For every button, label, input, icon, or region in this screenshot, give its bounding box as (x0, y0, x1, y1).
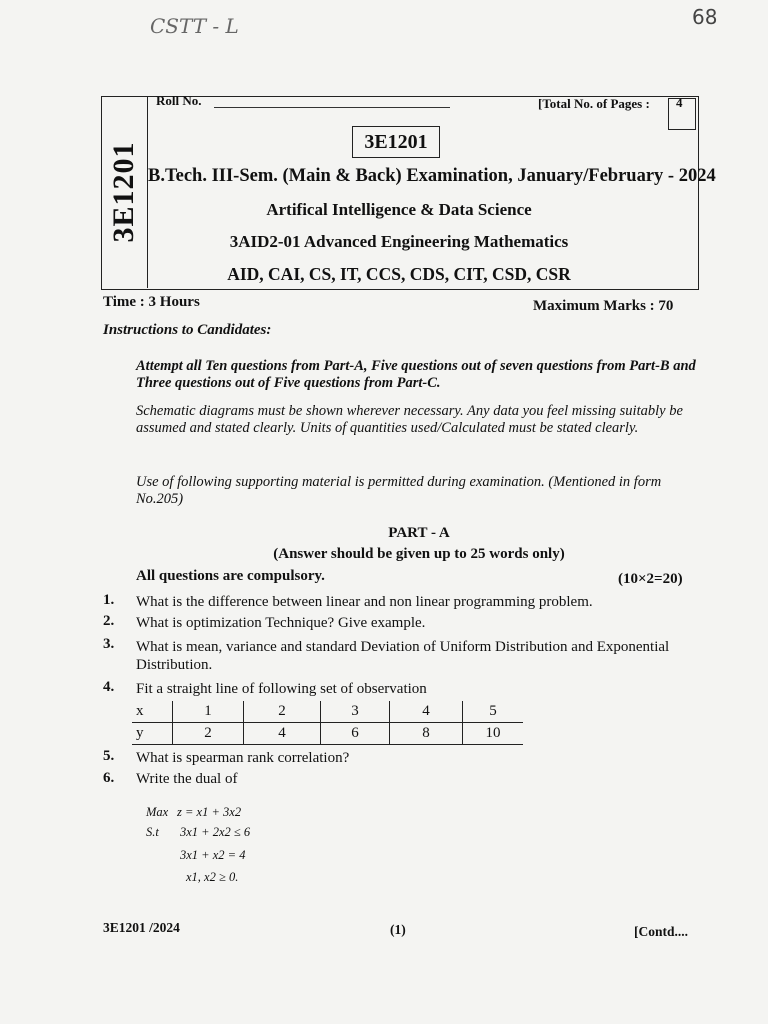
table-cell: 3 (321, 701, 390, 723)
maximum-marks: Maximum Marks : 70 (533, 298, 674, 314)
part-a-note: (Answer should be given up to 25 words only) (273, 546, 565, 562)
compulsory-note: All questions are compulsory. (136, 568, 325, 584)
part-a-marks: (10×2=20) (618, 571, 683, 587)
question-text: What is optimization Technique? Give example. (136, 615, 426, 631)
table-cell: 5 (463, 701, 524, 723)
roll-number-line (214, 107, 450, 108)
lp-constraint: 3x1 + x2 = 4 (180, 848, 246, 862)
table-row-label: y (132, 723, 173, 745)
exam-time: Time : 3 Hours (103, 294, 200, 310)
table-cell: 10 (463, 723, 524, 745)
total-pages-label: [Total No. of Pages : (538, 96, 650, 111)
table-cell: 1 (173, 701, 244, 723)
roll-number-label: Roll No. (156, 93, 202, 108)
question-number: 3. (103, 636, 115, 652)
programs-list: AID, CAI, CS, IT, CCS, CDS, CIT, CSD, CSR (227, 264, 571, 284)
table-cell: 2 (244, 701, 321, 723)
branch-name: Artifical Intelligence & Data Science (266, 200, 532, 219)
table-cell: 4 (244, 723, 321, 745)
lp-subject-to-label: S.t (146, 825, 159, 839)
exam-title: B.Tech. III-Sem. (Main & Back) Examination, January/February - 2024 (148, 166, 716, 186)
table-cell: 2 (173, 723, 244, 745)
instruction-item: Use of following supporting material is permitted during examination. (Mentioned in form No.205) (136, 474, 662, 507)
question-text: Write the dual of (136, 771, 238, 787)
table-cell: 6 (321, 723, 390, 745)
side-paper-code: 3E1201 (107, 141, 140, 243)
question-text: What is mean, variance and standard Deviation of Uniform Distribution and Exponential Distribution. (136, 639, 670, 673)
table-cell: 4 (390, 701, 463, 723)
question-number: 1. (103, 592, 115, 608)
footer-paper-code: 3E1201 /2024 (103, 920, 180, 935)
table-row (132, 723, 523, 745)
instruction-item: Attempt all Ten questions from Part-A, Five questions out of seven questions from Part-B and Three questions out of Five questions from Part-C. (136, 358, 696, 391)
table-row (132, 701, 523, 723)
table-row-label: x (132, 701, 173, 723)
part-a-title: PART - A (388, 525, 450, 541)
paper-code: 3E1201 (352, 126, 440, 158)
instructions-heading: Instructions to Candidates: (103, 322, 272, 338)
course-title: 3AID2-01 Advanced Engineering Mathematics (229, 232, 569, 251)
observation-table (132, 701, 523, 745)
lp-constraint: 3x1 + 2x2 ≤ 6 (180, 825, 251, 839)
question-text: What is spearman rank correlation? (136, 750, 350, 766)
question-number: 4. (103, 679, 115, 695)
handwritten-note: CSTT - L (150, 14, 239, 38)
footer-page-number: (1) (390, 922, 406, 937)
table-cell: 8 (390, 723, 463, 745)
lp-objective: z = x1 + 3x2 (177, 805, 242, 819)
question-number: 6. (103, 770, 115, 786)
question-number: 5. (103, 748, 115, 764)
lp-nonnegativity: x1, x2 ≥ 0. (186, 870, 239, 884)
question-number: 2. (103, 613, 115, 629)
lp-max-label: Max (146, 805, 169, 819)
footer-continued: [Contd.... (634, 924, 689, 939)
total-pages-value: 4 (676, 95, 683, 110)
handwritten-page-number: 68 (692, 5, 718, 29)
instruction-item: Schematic diagrams must be shown wherever necessary. Any data you feel missing suitably be assumed and stated clearly. Units of quantities used/Calculated must be stated clearly. (136, 403, 683, 436)
question-text: Fit a straight line of following set of observation (136, 681, 427, 697)
question-text: What is the difference between linear and non linear programming problem. (136, 594, 593, 610)
